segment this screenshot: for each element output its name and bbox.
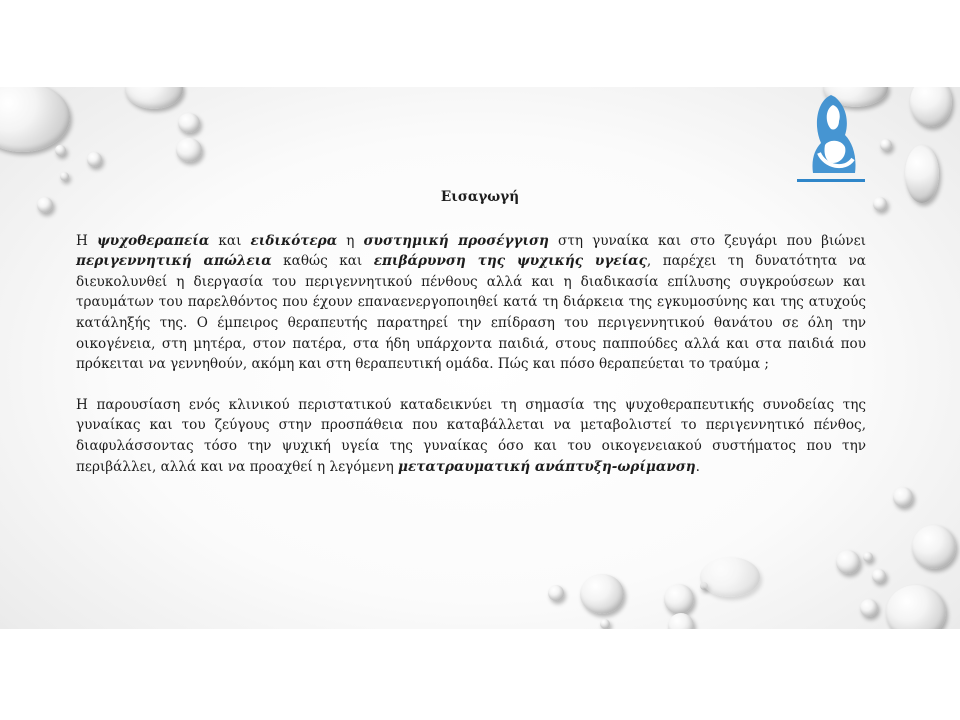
- mother-and-child-logo-icon: [795, 87, 867, 187]
- text-run: στη γυναίκα και στο ζευγάρι που βιώνει: [548, 232, 866, 249]
- document-title: Εισαγωγή: [440, 189, 520, 205]
- text-run: καθώς και: [271, 253, 374, 270]
- emphasized-text: διαδικασία επίλυσης συγκρούσεων και τραυμάτων του παρελθόντος: [76, 273, 867, 311]
- water-drop: [872, 569, 886, 583]
- water-drop: [700, 557, 760, 597]
- emphasized-text: μετατραυματική ανάπτυξη-ωρίμανση: [398, 458, 696, 475]
- text-run: η λεγόμενη: [312, 458, 399, 475]
- emphasized-text: επιβάρυνση της ψυχικής υγείας: [373, 253, 647, 270]
- water-drop: [910, 87, 952, 127]
- text-run: αλλά και η: [477, 273, 581, 290]
- water-drop: [0, 87, 70, 152]
- water-drop: [37, 197, 53, 213]
- water-drop: [55, 145, 66, 156]
- text-run: .: [695, 458, 700, 475]
- text-run: που έχουν επαναενεργοποιηθεί κατά τη διάρκεια της εγκυμοσύνης και της ατυχούς κατάληξής της. Ο έμπειρος θεραπευτής παρατηρεί την επίδραση του περιγεννητικού θανάτου σε όλη την οικογένεια, στη μητέρα, στον πατέρα, στα ήδη υπάρχοντα παιδιά, στους παππούδες αλλά και στα παιδιά που πρόκειται να γεννηθούν, ακόμη και στη θεραπευτική ομάδα. Πώς και πόσο θεραπεύεται το τραύμα ;: [76, 294, 866, 373]
- emphasized-text: να μεταβολιστεί το περιγεννητικό πένθος: [553, 417, 862, 434]
- water-drop: [548, 585, 564, 601]
- text-run: Η: [76, 232, 97, 249]
- water-drop: [176, 138, 202, 162]
- text-run: και: [209, 232, 251, 249]
- water-drop: [873, 197, 887, 211]
- water-drop: [912, 525, 956, 569]
- intro-paragraph-2: [76, 395, 866, 477]
- water-drop: [668, 613, 694, 629]
- logo-underline: [797, 179, 865, 182]
- water-drop: [178, 113, 200, 133]
- text-run: , παρέχει τη: [646, 253, 756, 270]
- text-run: η: [337, 232, 364, 249]
- intro-paragraph-1: [76, 231, 866, 375]
- water-drop: [60, 172, 69, 181]
- water-drop: [664, 584, 694, 614]
- water-drop: [87, 152, 102, 167]
- emphasized-text: περιγεννητική απώλεια: [76, 253, 272, 270]
- water-drop: [580, 574, 624, 614]
- water-drop: [860, 599, 878, 617]
- water-drop: [863, 552, 873, 562]
- water-drop: [600, 619, 610, 629]
- text-run: , διαφυλάσσοντας τόσο την ψυχική υγεία της γυναίκας όσο και του οικογενειακού συστήματος που την περιβάλλει, αλλά και: [76, 417, 867, 475]
- water-drop: [836, 550, 860, 574]
- slide: [0, 87, 960, 629]
- water-drop: [880, 139, 892, 151]
- text-run: Η παρουσίαση ενός κλινικού περιστατικού καταδεικνύει τη σημασία της ψυχοθεραπευτικής συνοδείας της γυναίκας και του ζεύγους στην προσπάθεια που καταβάλλεται: [76, 396, 866, 434]
- emphasized-text: ψυχοθεραπεία: [96, 232, 210, 249]
- emphasized-text: δυνατότητα να διευκολυνθεί η διεργασία του περιγεννητικού πένθους: [76, 253, 866, 290]
- water-drop: [886, 585, 946, 629]
- emphasized-text: συστημική προσέγγιση: [363, 232, 549, 249]
- water-drop: [893, 487, 913, 507]
- water-drop: [905, 145, 939, 203]
- emphasized-text: ειδικότερα: [250, 232, 338, 249]
- water-drop: [125, 87, 183, 109]
- document-body: [76, 187, 866, 497]
- emphasized-text: να προαχθεί: [227, 458, 313, 475]
